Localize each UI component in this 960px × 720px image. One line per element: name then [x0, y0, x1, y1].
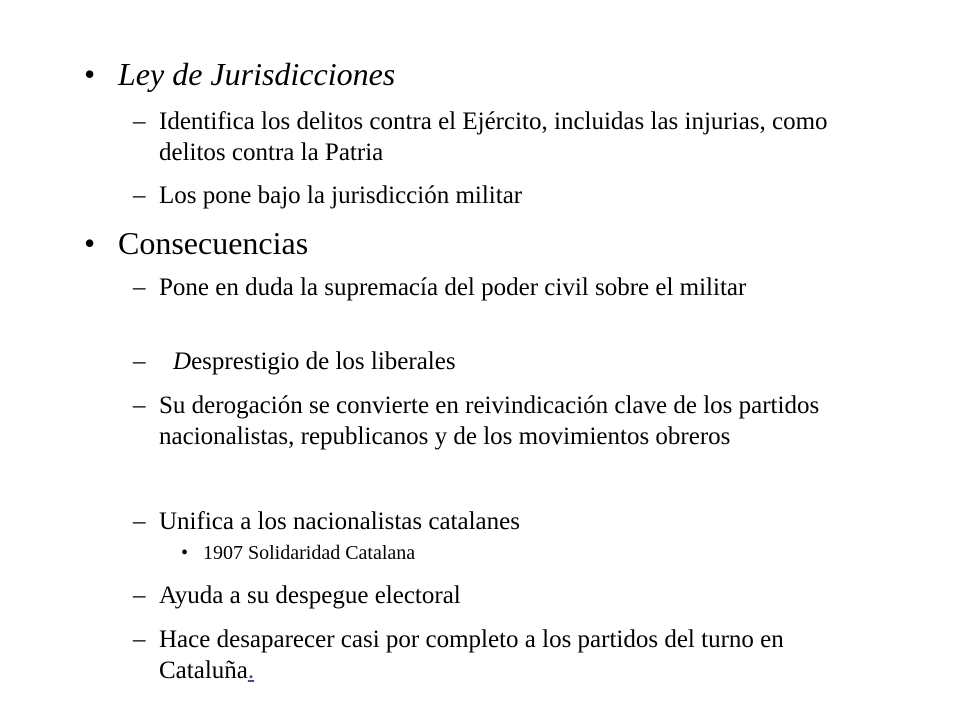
heading-consecuencias: Consecuencias	[118, 225, 309, 261]
dash-icon: –	[133, 274, 146, 301]
bullet-icon: •	[181, 542, 189, 564]
bullet-icon: •	[84, 225, 96, 261]
sub-item-text	[173, 346, 833, 377]
trailing-link[interactable]: .	[247, 657, 255, 684]
sub-sub-item-text: 1907 Solidaridad Catalana	[203, 542, 416, 564]
dash-icon: –	[133, 348, 146, 375]
dash-icon: –	[133, 508, 146, 535]
sub-item-supremacia	[133, 272, 833, 303]
rest-text: esprestigio de los liberales	[191, 348, 456, 375]
sub-item-jurisdiccion-militar	[133, 180, 833, 211]
sub-item-text: Los pone bajo la jurisdicción militar	[159, 182, 523, 209]
sub-item-unifica	[133, 506, 833, 537]
sub-item-text: Unifica a los nacionalistas catalanes	[159, 508, 520, 535]
first-letter: D	[173, 348, 192, 375]
sub-item-text: Su derogación se convierte en reivindicación clave de los partidos nacionalistas, republicanos y de los movimientos obreros	[159, 392, 820, 450]
sub-item-main-text: Hace desaparecer casi por completo a los partidos del turno en Cataluña	[159, 626, 784, 684]
sub-item-text	[159, 624, 833, 686]
dash-icon: –	[133, 182, 146, 209]
sub-item-derogacion	[133, 390, 833, 452]
sub-item-identifica	[133, 106, 833, 168]
heading-ley-de-jurisdicciones: Ley de Jurisdicciones	[118, 56, 396, 92]
sub-item-text: Ayuda a su despegue electoral	[159, 582, 461, 609]
dash-icon: –	[133, 392, 146, 419]
sub-item-hace-desaparecer	[133, 624, 833, 686]
sub-item-text: Pone en duda la supremacía del poder civil sobre el militar	[159, 274, 747, 301]
dash-icon: –	[133, 582, 146, 609]
dash-icon: –	[133, 108, 146, 135]
sub-item-text: Identifica los delitos contra el Ejército, incluidas las injurias, como delitos contra la Patria	[159, 108, 828, 166]
sub-item-despegue	[133, 580, 833, 611]
sub-item-desprestigio	[133, 346, 833, 377]
bullet-icon: •	[84, 56, 96, 92]
dash-icon: –	[133, 626, 146, 653]
